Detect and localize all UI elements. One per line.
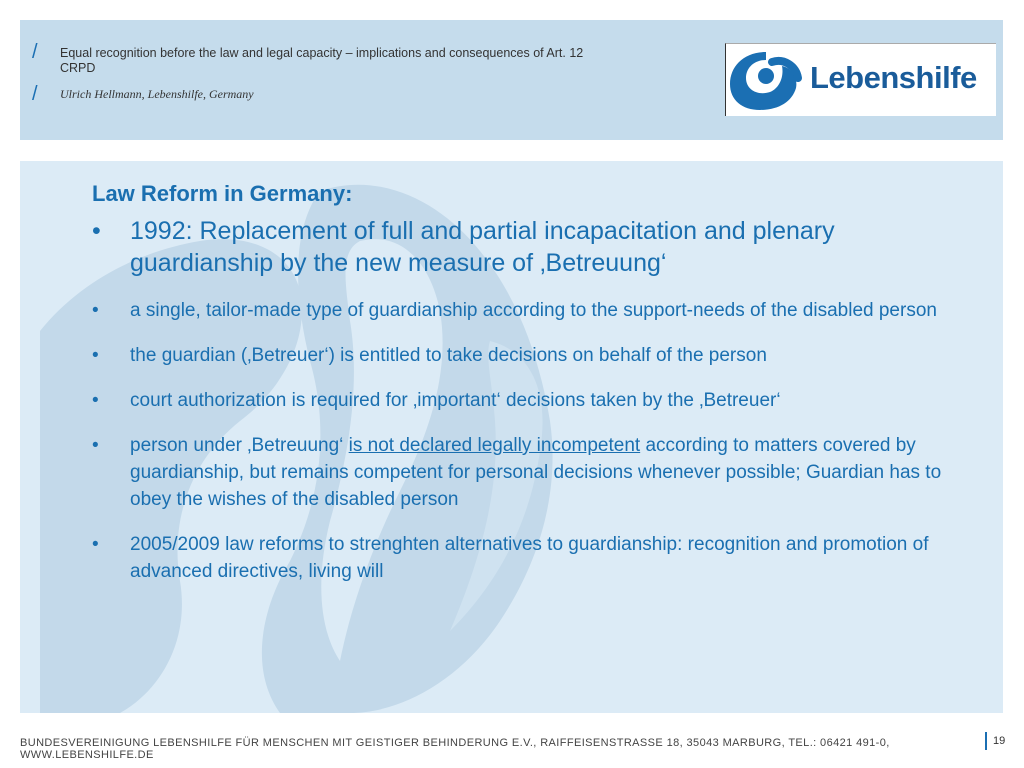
footer-divider	[985, 732, 987, 750]
bullet-symbol: •	[92, 345, 99, 366]
bullet-text: a single, tailor-made type of guardianship according to the support-needs of the disabled person	[130, 300, 937, 321]
page-number: 19	[993, 735, 1006, 747]
logo-wordmark: Lebenshilfe	[810, 60, 977, 95]
bullet-symbol: •	[92, 217, 101, 245]
bullet-item	[92, 531, 942, 585]
bullet-text: court authorization is required for ‚important‘ decisions taken by the ‚Betreuer‘	[130, 390, 781, 411]
bullet-item	[92, 432, 942, 513]
bullet-symbol: •	[92, 435, 99, 456]
bullet-item	[92, 387, 942, 414]
bullet-item	[92, 297, 942, 324]
slide-body	[92, 179, 942, 585]
bullet-item	[92, 215, 942, 279]
footer-address: BUNDESVEREINIGUNG LEBENSHILFE FÜR MENSCHEN MIT GEISTIGER BEHINDERUNG E.V., RAIFFEISENSTRASSE 18, 35043 MARBURG, TEL.: 06421 491-0, WWW.LEBENSHILFE.DE	[20, 737, 890, 761]
bullet-symbol: •	[92, 300, 99, 321]
bullet-text: 1992: Replacement of full and partial incapacitation and plenary guardianship by the new measure of ‚Betreuung‘	[130, 217, 835, 277]
slide-header	[20, 20, 1003, 140]
header-author: Ulrich Hellmann, Lebenshilfe, Germany	[60, 87, 254, 101]
bullet-text-start: person under ‚Betreuung‘	[130, 435, 349, 456]
slide-content	[20, 161, 1003, 713]
lebenshilfe-logo	[725, 43, 996, 116]
bullet-symbol: •	[92, 534, 99, 555]
underlined-phrase: is not declared legally incompetent	[348, 435, 641, 456]
bullet-text: 2005/2009 law reforms to strenghten alternatives to guardianship: recognition and promotion of advanced directives, living will	[130, 534, 929, 582]
lebenshilfe-logo-icon	[726, 48, 806, 112]
bullet-symbol: •	[92, 390, 99, 411]
bullet-text-end: according to matters covered by guardianship, but remains competent for personal decisions whenever possible; Guardian has to obey the wishes of the disabled person	[130, 435, 942, 510]
bullet-text	[130, 435, 941, 510]
header-title: Equal recognition before the law and legal capacity – implications and consequences of Art. 12 CRPD	[60, 46, 584, 75]
bullet-text: the guardian (‚Betreuer‘) is entitled to take decisions on behalf of the person	[130, 345, 767, 366]
slide-title: Law Reform in Germany:	[92, 181, 353, 206]
slash-mark: /	[32, 83, 38, 105]
slash-mark: /	[32, 41, 38, 63]
bullet-item	[92, 342, 942, 369]
